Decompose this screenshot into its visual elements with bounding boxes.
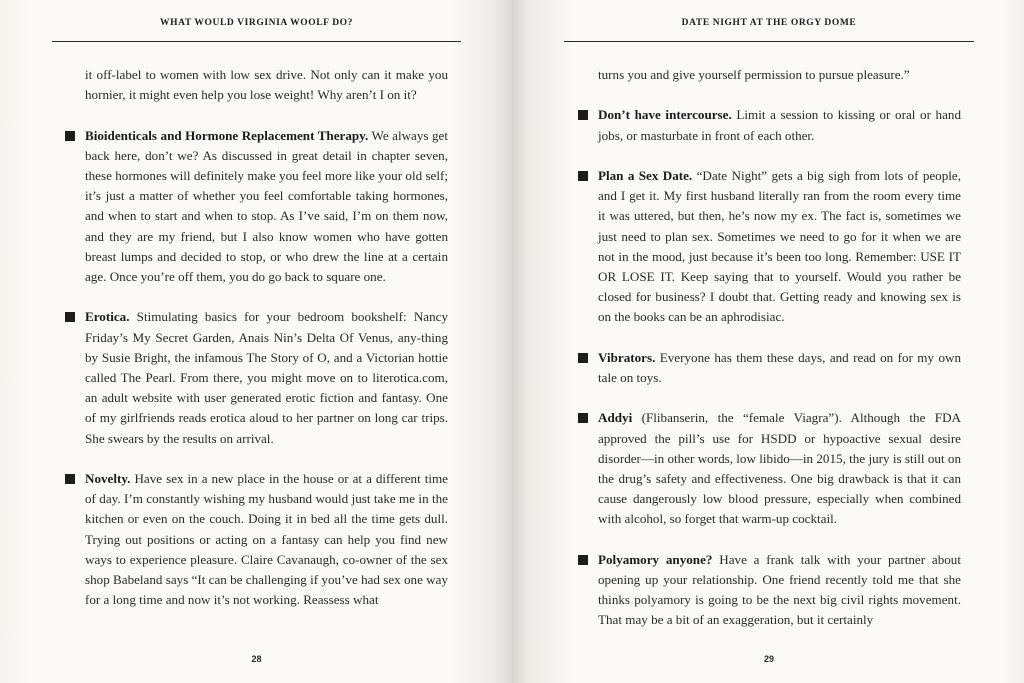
body-text-left bbox=[85, 65, 448, 610]
list-item bbox=[85, 126, 448, 288]
header-rule-left bbox=[52, 41, 461, 42]
page-number-right: 29 bbox=[763, 654, 774, 664]
list-item bbox=[598, 348, 961, 388]
square-bullet-icon bbox=[578, 353, 588, 363]
item-heading: Addyi bbox=[598, 410, 633, 426]
item-heading: Plan a Sex Date. bbox=[598, 167, 693, 183]
square-bullet-icon bbox=[578, 110, 588, 120]
body-text-right bbox=[598, 65, 961, 631]
item-heading: Don’t have intercourse. bbox=[598, 107, 732, 123]
list-item bbox=[598, 166, 961, 328]
item-text: Limit a session to kissing or oral or hand jobs, or masturbate in front of each other. bbox=[598, 107, 961, 143]
right-page bbox=[512, 0, 1024, 683]
running-head-right: DATE NIGHT AT THE ORGY DOME bbox=[681, 18, 857, 28]
item-heading: Bioidenticals and Hormone Replacement Therapy. bbox=[85, 127, 369, 143]
square-bullet-icon bbox=[65, 474, 75, 484]
list-item bbox=[598, 408, 961, 529]
item-text: (Flibanserin, the “female Viagra”). Although the FDA approved the pill’s use for HSDD or hypoactive sexual desire disorder—in other words, low libido—in 2015, the jury is still out on the drug’s safety and effectiveness. One big drawback is that it can cause dangerously low blood pressure, especially when combined with alcohol, so forget that warm-up cocktail. bbox=[598, 410, 961, 527]
item-text: We always get back here, don’t we? As discussed in great detail in chapter seven, these hormones will definitely make you feel more like your old self; it’s just a matter of whether you feel comfortable taking hormones, and when to start and when to stop. As I’ve said, I’m on them now, and they are my friend, but I also know women who have gotten breast lumps and decided to stop, or who drew the line at a certain age. Once you’re off them, you do go back to square one. bbox=[85, 127, 448, 285]
continuation-paragraph: turns you and give yourself permission to pursue pleasure.” bbox=[598, 67, 910, 82]
square-bullet-icon bbox=[65, 312, 75, 322]
square-bullet-icon bbox=[578, 413, 588, 423]
item-text: Have a frank talk with your partner about opening up your relationship. One friend recently told me that she thinks polyamory is going to be the next big civil rights movement. That may be a bit of an exaggeration, but it certainly bbox=[598, 551, 961, 628]
list-item bbox=[85, 307, 448, 448]
page-number-left: 28 bbox=[251, 654, 262, 664]
list-item bbox=[598, 550, 961, 631]
list-item bbox=[598, 105, 961, 145]
item-heading: Polyamory anyone? bbox=[598, 551, 713, 567]
continuation-paragraph: it off-label to women with low sex drive. Not only can it make you hornier, it might even help you lose weight! Why aren’t I on it? bbox=[85, 67, 448, 103]
header-rule-right bbox=[564, 41, 974, 42]
item-text: Have sex in a new place in the house or at a different time of day. I’m constantly wishing my husband would just take me in the kitchen or even on the couch. Doing it in bed all the time gets dull. Trying out positions or acting on a fantasy can help you find new ways to experience pleasure. Claire Cavanaugh, co-owner of the sex shop Babeland says “It can be challenging if you’ve had sex one way for a long time and now it’s not working. Reassess what bbox=[85, 471, 448, 608]
item-text: “Date Night” gets a big sigh from lots of people, and I get it. My first husband literally ran from the room every time it was uttered, but then, he’s now my ex. The fact is, sometimes we just need to plan sex. Sometimes we need to go for it when we are not in the mood, just because it’s been too long. Remember: USE IT OR LOSE IT. Keep saying that to yourself. Would you rather be closed for business? I doubt that. Getting ready and knowing sex is on the books can be an aphrodisiac. bbox=[598, 167, 961, 325]
square-bullet-icon bbox=[65, 131, 75, 141]
square-bullet-icon bbox=[578, 555, 588, 565]
list-item bbox=[85, 469, 448, 610]
item-heading: Novelty. bbox=[85, 471, 131, 487]
item-heading: Erotica. bbox=[85, 309, 130, 325]
item-text: Stimulating basics for your bedroom bookshelf: Nancy Friday’s My Secret Garden, Anais Nin’s Delta Of Venus, any-thing by Susie Bright, the infamous The Story of O, and a Victorian hottie called The Pearl. From there, you might move on to literotica.com, an adult website with user generated erotic fiction and fantasy. One of my girlfriends reads erotica aloud to her partner on long car trips. She swears by the results on arrival. bbox=[85, 309, 448, 446]
running-head-left: WHAT WOULD VIRGINIA WOOLF DO? bbox=[159, 18, 353, 28]
item-heading: Vibrators. bbox=[598, 349, 656, 365]
square-bullet-icon bbox=[578, 171, 588, 181]
item-text: Everyone has them these days, and read on for my own tale on toys. bbox=[598, 349, 961, 385]
